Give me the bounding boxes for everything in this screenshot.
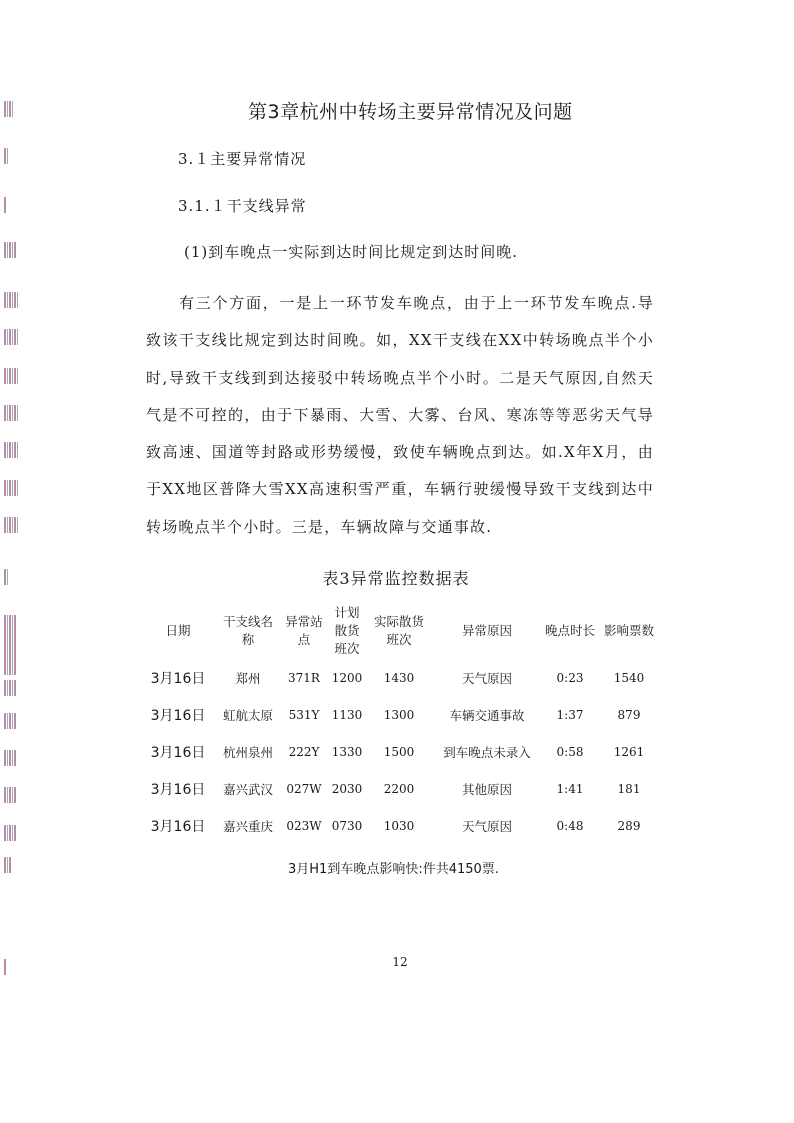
cell-actual: 1430	[383, 670, 415, 685]
cell-station: 222Y	[288, 744, 320, 759]
cell-delay: 0:23	[556, 670, 584, 685]
cell-line-name: 虹航太原	[222, 707, 273, 723]
cell-tickets: 1261	[613, 744, 645, 759]
cell-tickets: 181	[617, 781, 641, 796]
cell-actual: 1500	[383, 744, 415, 759]
cell-planned: 1130	[331, 707, 363, 722]
header-planned: 计划散货班次	[334, 605, 360, 656]
cell-station: 531Y	[288, 707, 320, 722]
cell-station: 371R	[288, 670, 320, 685]
cell-actual: 2200	[383, 781, 415, 796]
header-delay: 晚点时长	[544, 623, 595, 638]
header-reason: 异常原因	[461, 623, 512, 638]
cell-delay: 0:58	[556, 744, 584, 759]
cell-tickets: 879	[617, 707, 641, 722]
header-date: 日期	[165, 623, 191, 638]
list-item-1: (1)到车晚点一实际到达时间比规定到达时间晚.	[184, 243, 519, 261]
cell-date: 3月16日	[150, 707, 206, 724]
cell-reason: 其他原因	[461, 781, 512, 797]
cell-station: 027W	[286, 781, 322, 796]
cell-reason: 天气原因	[461, 818, 512, 834]
cell-date: 3月16日	[150, 670, 206, 687]
page-number: 12	[392, 955, 408, 969]
cell-tickets: 1540	[613, 670, 645, 685]
margin-scan-artifacts	[4, 95, 26, 975]
cell-line-name: 嘉兴武汉	[222, 781, 273, 797]
cell-line-name: 嘉兴重庆	[222, 818, 273, 834]
cell-station: 023W	[286, 818, 322, 833]
cell-planned: 0730	[331, 818, 363, 833]
cell-planned: 2030	[331, 781, 363, 796]
cell-date: 3月16日	[150, 744, 206, 761]
cell-line-name: 杭州泉州	[222, 744, 273, 760]
table-row	[140, 770, 660, 807]
chapter-title: 第3章杭州中转场主要异常情况及问题	[248, 101, 573, 123]
table-note: 3月H1到车晚点影响快:件共4150票.	[288, 862, 499, 877]
cell-reason: 天气原因	[461, 670, 512, 686]
anomaly-data-table	[140, 603, 660, 844]
section-heading-3-1: 3.１主要异常情况	[178, 150, 307, 168]
header-actual: 实际散货班次	[373, 614, 424, 647]
cell-date: 3月16日	[150, 781, 206, 798]
cell-planned: 1200	[331, 670, 363, 685]
section-heading-3-1-1: 3.1.１干支线异常	[178, 197, 307, 215]
table-caption: 表3异常监控数据表	[322, 569, 470, 588]
cell-delay: 1:37	[556, 707, 584, 722]
cell-delay: 1:41	[556, 781, 584, 796]
body-paragraph: 有三个方面，一是上一环节发车晚点，由于上一环节发车晚点.导致该干支线比规定到达时间晚。如，XX干支线在XX中转场晚点半个小时,导致干支线到到达接驳中转场晚点半个小时。二是天气原因,自然天气是不可控的，由于下暴雨、大雪、大雾、台风、寒冻等等恶劣天气导致高速、国道等封路或形势缓慢，致使车辆晚点到达。如.X年X月，由于XX地区普降大雪XX高速积雪严重，车辆行驶缓慢导致干支线到达中转场晚点半个小时。三是，车辆故障与交通事故.	[146, 294, 654, 536]
cell-tickets: 289	[617, 818, 641, 833]
header-line-name: 干支线名称	[222, 614, 273, 647]
header-station: 异常站点	[285, 614, 323, 647]
table-row	[140, 733, 660, 770]
header-tickets: 影响票数	[603, 623, 654, 638]
table-row	[140, 696, 660, 733]
cell-actual: 1030	[383, 818, 415, 833]
cell-reason: 车辆交通事故	[449, 707, 525, 723]
cell-date: 3月16日	[150, 818, 206, 835]
cell-delay: 0:48	[556, 818, 584, 833]
table-row	[140, 807, 660, 844]
cell-actual: 1300	[383, 707, 415, 722]
table-row	[140, 659, 660, 696]
cell-reason: 到车晚点未录入	[443, 744, 531, 760]
cell-planned: 1330	[331, 744, 363, 759]
cell-line-name: 郑州	[235, 670, 261, 686]
table-header-row	[140, 603, 660, 659]
